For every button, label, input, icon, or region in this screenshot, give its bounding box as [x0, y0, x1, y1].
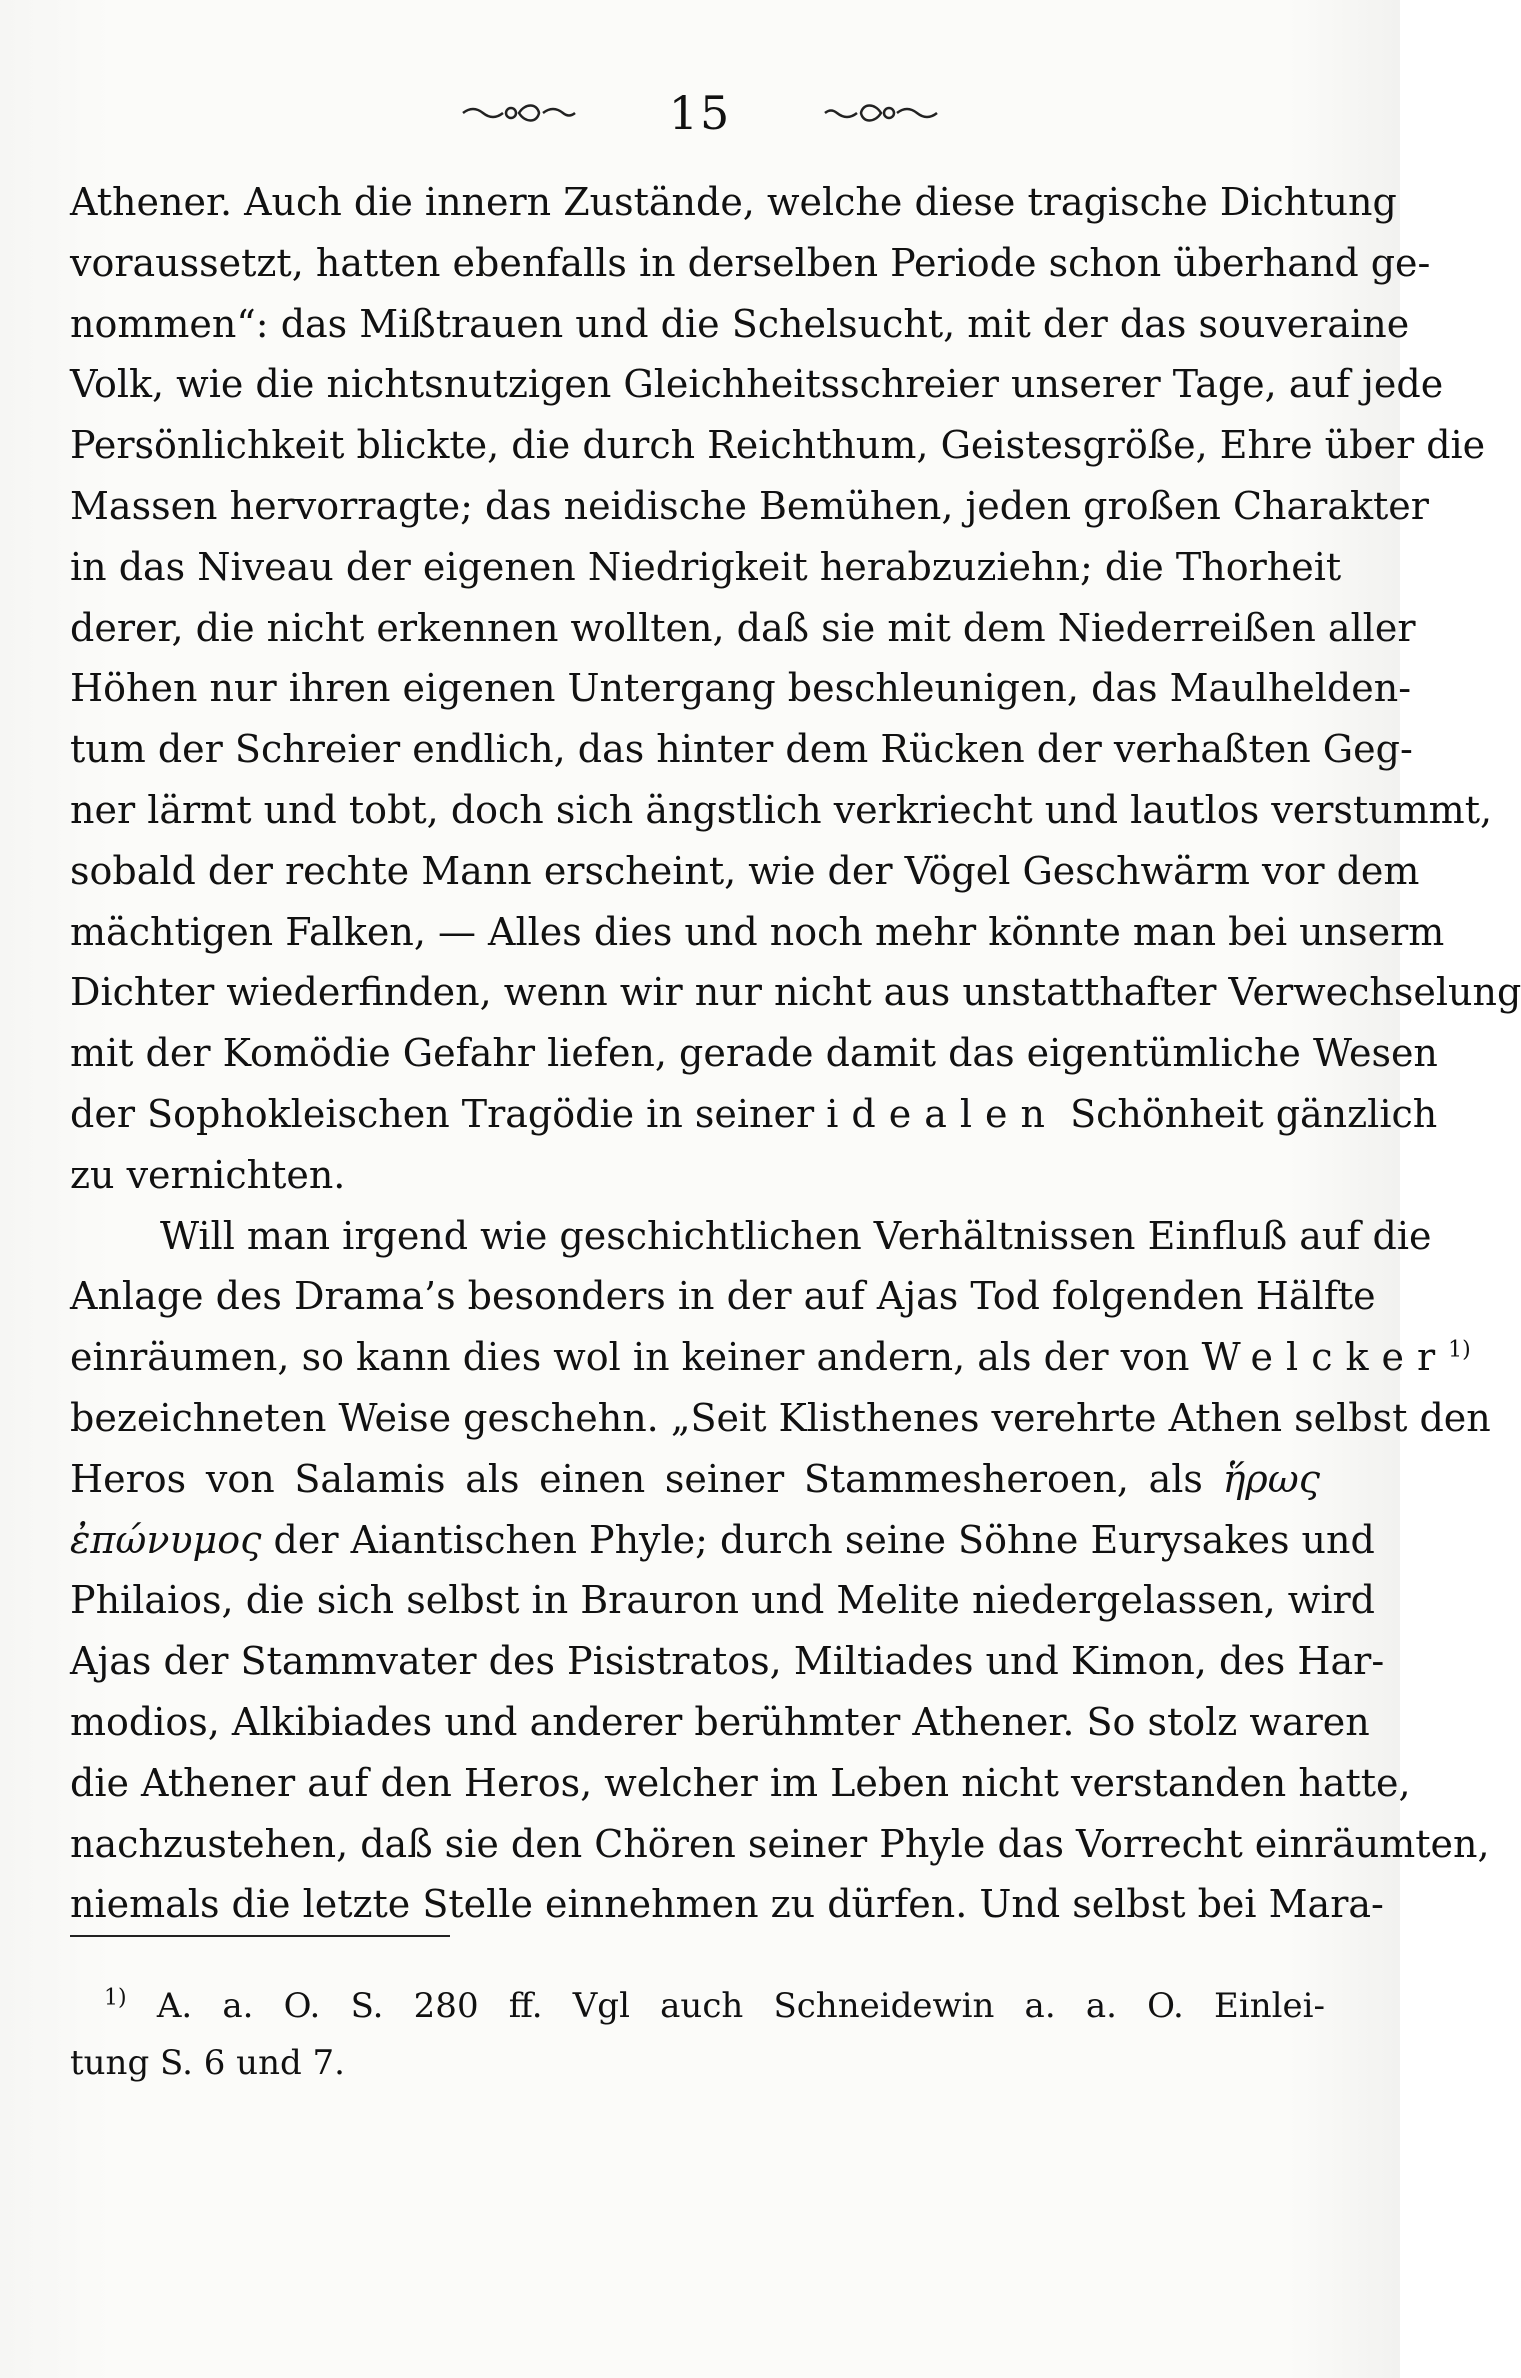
greek-word: ἐπώνυμος: [70, 1517, 262, 1562]
text-line: [70, 1084, 1438, 1145]
text-line: niemals die letzte Stelle einnehmen zu dürfen. Und selbst bei Mara-: [70, 1882, 1384, 1927]
text-segment: der Aiantischen Phyle; durch seine Söhne Eurysakes und: [273, 1517, 1375, 1562]
text-line: sobald der rechte Mann erscheint, wie der Vögel Geschwärm vor dem: [70, 848, 1420, 893]
ornament-flourish-icon: [821, 98, 941, 128]
emphasized-word: idealen: [826, 1091, 1058, 1136]
footnote-line: [70, 1978, 1325, 2035]
footnote-text: A. a. O. S. 280 ff. Vgl auch Schneidewin a. a. O. Einlei-: [156, 1986, 1325, 2026]
text-line: [70, 1510, 1375, 1571]
text-segment: Heros von Salamis als einen seiner Stammesheroen, als: [70, 1456, 1203, 1501]
text-line: derer, die nicht erkennen wollten, daß sie mit dem Niederreißen aller: [70, 605, 1416, 650]
text-line: Philaios, die sich selbst in Brauron und Melite niedergelassen, wird: [70, 1578, 1375, 1623]
ornament-flourish-icon: [459, 98, 579, 128]
text-line: Volk, wie die nichtsnutzigen Gleichheitsschreier unserer Tage, auf jede: [70, 362, 1444, 407]
footnote-line: tung S. 6 und 7.: [70, 2043, 345, 2083]
text-segment: der Sophokleischen Tragödie in seiner: [70, 1091, 815, 1136]
text-line: Ajas der Stammvater des Pisistratos, Miltiades und Kimon, des Har-: [70, 1639, 1385, 1684]
footnote: [70, 1978, 1325, 2092]
page-number: 15: [668, 86, 732, 140]
author-name-welcker: Welcker: [1201, 1335, 1449, 1380]
footnote-marker: 1): [104, 1985, 127, 2011]
text-line: Persönlichkeit blickte, die durch Reichthum, Geistesgröße, Ehre über die: [70, 423, 1486, 468]
text-line: [70, 1327, 1471, 1388]
text-line: mit der Komödie Gefahr liefen, gerade damit das eigentümliche Wesen: [70, 1031, 1438, 1076]
text-line: ner lärmt und tobt, doch sich ängstlich verkriecht und lautlos verstummt,: [70, 787, 1493, 832]
text-segment: Schönheit gänzlich: [1070, 1091, 1438, 1136]
text-line: die Athener auf den Heros, welcher im Leben nicht verstanden hatte,: [70, 1760, 1411, 1805]
footnote-reference: 1): [1448, 1337, 1471, 1363]
text-line: mächtigen Falken, — Alles dies und noch mehr könnte man bei unserm: [70, 909, 1445, 954]
text-line: nommen“: das Mißtrauen und die Schelsucht, mit der das souveraine: [70, 301, 1410, 346]
greek-word: ἥρως: [1222, 1456, 1320, 1501]
text-line: Anlage des Drama’s besonders in der auf Ajas Tod folgenden Hälfte: [70, 1274, 1376, 1319]
text-line: voraussetzt, hatten ebenfalls in derselben Periode schon überhand ge-: [70, 240, 1431, 285]
text-line: nachzustehen, daß sie den Chören seiner Phyle das Vorrecht einräumten,: [70, 1821, 1490, 1866]
text-line: modios, Alkibiades und anderer berühmter Athener. So stolz waren: [70, 1699, 1370, 1744]
text-line: tum der Schreier endlich, das hinter dem Rücken der verhaßten Geg-: [70, 727, 1413, 772]
text-line: Massen hervorragte; das neidische Bemühen, jeden großen Charakter: [70, 483, 1429, 528]
page-header: [0, 86, 1400, 140]
text-line: bezeichneten Weise geschehn. „Seit Klisthenes verehrte Athen selbst den: [70, 1395, 1491, 1440]
text-segment: einräumen, so kann dies wol in keiner andern, als der von: [70, 1335, 1190, 1380]
text-line: in das Niveau der eigenen Niedrigkeit herabzuziehn; die Thorheit: [70, 544, 1342, 589]
text-line: [70, 1449, 1320, 1510]
text-line: Dichter wiederfinden, wenn wir nur nicht aus unstatthafter Verwechselung: [70, 970, 1521, 1015]
text-line: Athener. Auch die innern Zustände, welche diese tragische Dichtung: [70, 180, 1397, 224]
text-line: Höhen nur ihren eigenen Untergang beschleunigen, das Maulhelden-: [70, 666, 1412, 711]
main-text: [70, 172, 1521, 1935]
footnote-divider: [70, 1935, 450, 1937]
paragraph-end-line: zu vernichten.: [70, 1152, 346, 1197]
paragraph-start-line: Will man irgend wie geschichtlichen Verhältnissen Einfluß auf die: [160, 1213, 1432, 1258]
